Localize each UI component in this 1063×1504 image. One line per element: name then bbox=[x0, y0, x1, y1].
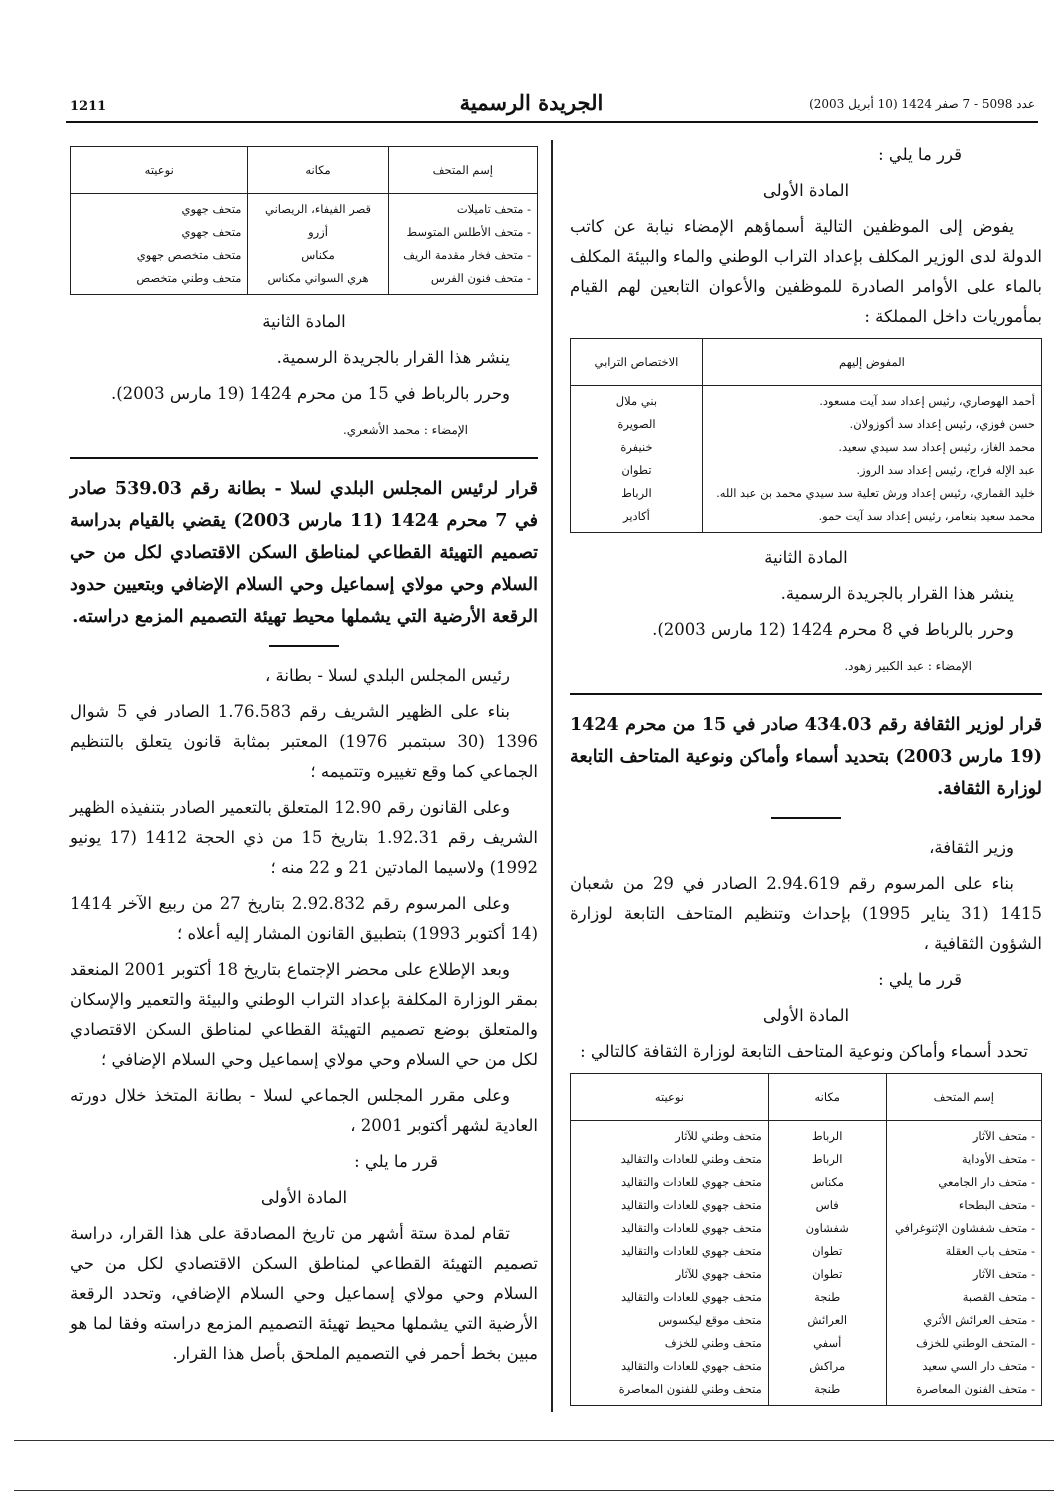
table-cell: متحف وطني للخزف bbox=[571, 1332, 769, 1355]
table-row bbox=[571, 482, 1042, 505]
section-rule bbox=[570, 693, 1042, 695]
article-heading: المادة الأولى bbox=[762, 181, 850, 200]
table-header: إسم المتحف bbox=[886, 1074, 1041, 1121]
table-cell: - متحف دار الجامعي bbox=[886, 1171, 1041, 1194]
table-row bbox=[571, 436, 1042, 459]
table-row bbox=[571, 1217, 1042, 1240]
table-cell: - متحف فخار مقدمة الريف bbox=[388, 244, 537, 267]
article-heading: المادة الثانية bbox=[262, 312, 346, 331]
table-cell: فاس bbox=[768, 1194, 886, 1217]
table-row bbox=[571, 386, 1042, 414]
table-header: نوعيته bbox=[571, 1074, 769, 1121]
article-text: ينشر هذا القرار بالجريدة الرسمية. bbox=[780, 584, 1014, 603]
article-text: يفوض إلى الموظفين التالية أسماؤهم الإمضاء نيابة عن كاتب الدولة لدى الوزير المكلف بإعداد التراب الوطني والماء والبيئة المكلف بالماء على الأوامر الصادرة للموظفين والأعوان التابعين لهم القيام بمأموريات داخل المملكة : bbox=[570, 217, 1042, 326]
table-cell: - متحف الأطلس المتوسط bbox=[388, 221, 537, 244]
table-cell: العرائش bbox=[768, 1309, 886, 1332]
table-row bbox=[571, 1355, 1042, 1378]
table-row bbox=[571, 459, 1042, 482]
table-cell: متحف جهوي للعادات والتقاليد bbox=[571, 1217, 769, 1240]
decision-clause: قرر ما يلي : bbox=[878, 970, 962, 989]
table-row bbox=[571, 505, 1042, 533]
table-cell: - متحف القصبة bbox=[886, 1286, 1041, 1309]
table-cell: متحف وطني للفنون المعاصرة bbox=[571, 1378, 769, 1406]
table-cell: - متحف الآثار bbox=[886, 1121, 1041, 1149]
decision-clause: قرر ما يلي : bbox=[354, 1152, 438, 1171]
table-cell: هري السواني مكناس bbox=[248, 267, 388, 295]
table-row bbox=[571, 1240, 1042, 1263]
article-text: تحدد أسماء وأماكن ونوعية المتاحف التابعة لوزارة الثقافة كالتالي : bbox=[580, 1042, 1028, 1061]
basis-paragraph: وعلى القانون رقم 12.90 المتعلق بالتعمير الصادر بتنفيذه الظهير الشريف رقم 1.92.31 بتاريخ 15 من ذي الحجة 1412 (17 يونيو 1992) ولاسيما المادتين 21 و 22 منه ؛ bbox=[70, 798, 538, 877]
table-cell: متحف موقع ليكسوس bbox=[571, 1309, 769, 1332]
table-cell: أكادير bbox=[571, 505, 703, 533]
table-cell: - متحف شفشاون الإثنوغرافي bbox=[886, 1217, 1041, 1240]
table-row bbox=[571, 1121, 1042, 1149]
column-divider bbox=[551, 140, 553, 1412]
table-cell: طنجة bbox=[768, 1378, 886, 1406]
table-row bbox=[571, 1286, 1042, 1309]
table-header: مكانه bbox=[248, 147, 388, 194]
table-cell: متحف جهوي للعادات والتقاليد bbox=[571, 1286, 769, 1309]
left-column bbox=[70, 146, 538, 1375]
table-cell: - متحف الآثار bbox=[886, 1263, 1041, 1286]
table-header: إسم المتحف bbox=[388, 147, 537, 194]
table-cell: الرباط bbox=[768, 1148, 886, 1171]
table-cell: تطوان bbox=[768, 1263, 886, 1286]
table-row bbox=[571, 1332, 1042, 1355]
table-row bbox=[571, 413, 1042, 436]
table-cell: محمد سعيد بنعامر، رئيس إعداد سد آيت حمو. bbox=[702, 505, 1041, 533]
table-header: المفوض إليهم bbox=[702, 339, 1041, 386]
table-cell: - متحف الأوداية bbox=[886, 1148, 1041, 1171]
table-cell: - متحف دار السي سعيد bbox=[886, 1355, 1041, 1378]
basis-paragraph: وعلى المرسوم رقم 2.92.832 بتاريخ 27 من ربيع الآخر 1414 (14 أكتوبر 1993) بتطبيق القانون المشار إليه أعلاه ؛ bbox=[70, 894, 538, 943]
basis-paragraph: بناء على الظهير الشريف رقم 1.76.583 الصادر في 5 شوال 1396 (30 سبتمبر 1976) المعتبر بمثابة قانون يتعلق بالتنظيم الجماعي كما وقع تغييره وتتميمه ؛ bbox=[70, 702, 538, 781]
table-cell: متحف وطني للعادات والتقاليد bbox=[571, 1148, 769, 1171]
dated-line: وحرر بالرباط في 8 محرم 1424 (12 مارس 2003). bbox=[652, 620, 1014, 639]
table-cell: - متحف العرائش الأثري bbox=[886, 1309, 1041, 1332]
table-cell: خليد القماري، رئيس إعداد ورش تعلية سد سيدي محمد بن عبد الله. bbox=[702, 482, 1041, 505]
issuer: رئيس المجلس البلدي لسلا - بطانة ، bbox=[264, 666, 510, 685]
table-cell: متحف جهوي للعادات والتقاليد bbox=[571, 1240, 769, 1263]
table-cell: متحف وطني متخصص bbox=[71, 267, 248, 295]
dated-line: وحرر بالرباط في 15 من محرم 1424 (19 مارس 2003). bbox=[110, 384, 510, 403]
signature: الإمضاء : محمد الأشعري. bbox=[342, 423, 468, 437]
issue-line: عدد 5098 - 7 صفر 1424 (10 أبريل 2003) bbox=[809, 97, 1035, 111]
signature: الإمضاء : عبد الكبير زهود. bbox=[844, 659, 972, 673]
table-cell: - متحف الفنون المعاصرة bbox=[886, 1378, 1041, 1406]
article-text: ينشر هذا القرار بالجريدة الرسمية. bbox=[276, 348, 510, 367]
basis-paragraph: وعلى مقرر المجلس الجماعي لسلا - بطانة المتخذ خلال دورته العادية لشهر أكتوبر 2001 ، bbox=[70, 1086, 538, 1135]
section-rule bbox=[70, 457, 538, 459]
table-row bbox=[571, 1263, 1042, 1286]
table-cell: - متحف فنون الفرس bbox=[388, 267, 537, 295]
decision-title: قرار لوزير الثقافة رقم 434.03 صادر في 15 من محرم 1424 (19 مارس 2003) بتحديد أسماء وأماكن ونوعية المتاحف التابعة لوزارة الثقافة. bbox=[570, 715, 1042, 799]
table-cell: متحف متخصص جهوي bbox=[71, 244, 248, 267]
table-cell: طنجة bbox=[768, 1286, 886, 1309]
short-rule bbox=[771, 817, 841, 819]
footer-rule-bottom bbox=[14, 1490, 1054, 1491]
table-cell: - متحف باب العقلة bbox=[886, 1240, 1041, 1263]
table-cell: - متحف تاميلات bbox=[388, 194, 537, 222]
short-rule bbox=[269, 645, 339, 647]
table-header: نوعيته bbox=[71, 147, 248, 194]
table-cell: أسفي bbox=[768, 1332, 886, 1355]
table-cell: أحمد الهوصاري، رئيس إعداد سد آيت مسعود. bbox=[702, 386, 1041, 414]
table-cell: عبد الإله فراج، رئيس إعداد سد الروز. bbox=[702, 459, 1041, 482]
table-row bbox=[571, 1378, 1042, 1406]
table-cell: متحف جهوي للعادات والتقاليد bbox=[571, 1355, 769, 1378]
table-cell: الرباط bbox=[571, 482, 703, 505]
table-cell: متحف وطني للآثار bbox=[571, 1121, 769, 1149]
museums-table-continued bbox=[70, 146, 538, 295]
table-cell: - متحف البطحاء bbox=[886, 1194, 1041, 1217]
article-heading: المادة الأولى bbox=[260, 1188, 348, 1207]
basis-paragraph: وبعد الإطلاع على محضر الإجتماع بتاريخ 18 أكتوبر 2001 المنعقد بمقر الوزارة المكلفة بإعداد التراب الوطني والبيئة والتعمير والإسكان والمتعلق بوضع تصميم التهيئة القطاعي لمناطق السكن الاقتصادي لكل من حي السلام وحي مولاي إسماعيل وحي السلام الإضافي ؛ bbox=[70, 960, 538, 1069]
table-row bbox=[571, 1148, 1042, 1171]
basis-paragraph: بناء على المرسوم رقم 2.94.619 الصادر في 29 من شعبان 1415 (31 يناير 1995) بإحداث وتنظيم المتاحف التابعة لوزارة الشؤون الثقافية ، bbox=[570, 874, 1042, 953]
table-row bbox=[571, 1309, 1042, 1332]
table-cell: تطوان bbox=[571, 459, 703, 482]
article-text: تقام لمدة ستة أشهر من تاريخ المصادقة على هذا القرار، دراسة تصميم التهيئة القطاعي لمناطق السكن الاقتصادي لكل من حي السلام وحي مولاي إسماعيل وحي السلام الإضافي، وتحدد الرقعة الأرضية التي يشملها محيط تهيئة التصميم المزمع دراسته وفقا لما هو مبين بخط أحمر في التصميم الملحق بأصل هذا القرار. bbox=[70, 1224, 538, 1363]
page-number: 1211 bbox=[70, 99, 107, 114]
museums-table bbox=[570, 1073, 1042, 1406]
gazette-title: الجريدة الرسمية bbox=[459, 90, 604, 115]
table-cell: مكناس bbox=[248, 244, 388, 267]
table-row bbox=[571, 1171, 1042, 1194]
table-cell: أزرو bbox=[248, 221, 388, 244]
table-cell: محمد الغاز، رئيس إعداد سد سيدي سعيد. bbox=[702, 436, 1041, 459]
table-row bbox=[71, 244, 538, 267]
table-cell: الصويرة bbox=[571, 413, 703, 436]
header-rule bbox=[66, 121, 1038, 123]
table-cell: قصر الفيفاء، الريصاني bbox=[248, 194, 388, 222]
table-row bbox=[71, 194, 538, 222]
table-cell: شفشاون bbox=[768, 1217, 886, 1240]
table-cell: متحف جهوي bbox=[71, 221, 248, 244]
table-cell: متحف جهوي للآثار bbox=[571, 1263, 769, 1286]
table-cell: مراكش bbox=[768, 1355, 886, 1378]
delegates-table bbox=[570, 338, 1042, 533]
table-cell: متحف جهوي bbox=[71, 194, 248, 222]
table-cell: بني ملال bbox=[571, 386, 703, 414]
table-cell: مكناس bbox=[768, 1171, 886, 1194]
table-cell: حسن فوزي، رئيس إعداد سد أكوزولان. bbox=[702, 413, 1041, 436]
table-cell: خنيفرة bbox=[571, 436, 703, 459]
table-row bbox=[571, 1194, 1042, 1217]
table-cell: متحف جهوي للعادات والتقاليد bbox=[571, 1171, 769, 1194]
table-row bbox=[71, 221, 538, 244]
table-row bbox=[71, 267, 538, 295]
table-cell: - المتحف الوطني للخزف bbox=[886, 1332, 1041, 1355]
table-cell: الرباط bbox=[768, 1121, 886, 1149]
table-header: الاختصاص الترابي bbox=[571, 339, 703, 386]
table-header: مكانه bbox=[768, 1074, 886, 1121]
table-cell: تطوان bbox=[768, 1240, 886, 1263]
table-cell: متحف جهوي للعادات والتقاليد bbox=[571, 1194, 769, 1217]
decision-clause: قرر ما يلي : bbox=[878, 145, 962, 164]
article-heading: المادة الثانية bbox=[764, 548, 848, 567]
decision-title: قرار لرئيس المجلس البلدي لسلا - بطانة رقم 539.03 صادر في 7 محرم 1424 (11 مارس 2003) يقضي بالقيام بدراسة تصميم التهيئة القطاعي لمناطق السكن الاقتصادي لكل من حي السلام وحي مولاي إسماعيل وحي السلام الإضافي وبتعيين حدود الرقعة الأرضية التي يشملها محيط تهيئة التصميم المزمع دراسته. bbox=[70, 479, 539, 627]
footer-rule-top bbox=[14, 1440, 1054, 1441]
issuer: وزير الثقافة، bbox=[929, 838, 1014, 857]
article-heading: المادة الأولى bbox=[762, 1006, 850, 1025]
right-column bbox=[570, 140, 1042, 1416]
